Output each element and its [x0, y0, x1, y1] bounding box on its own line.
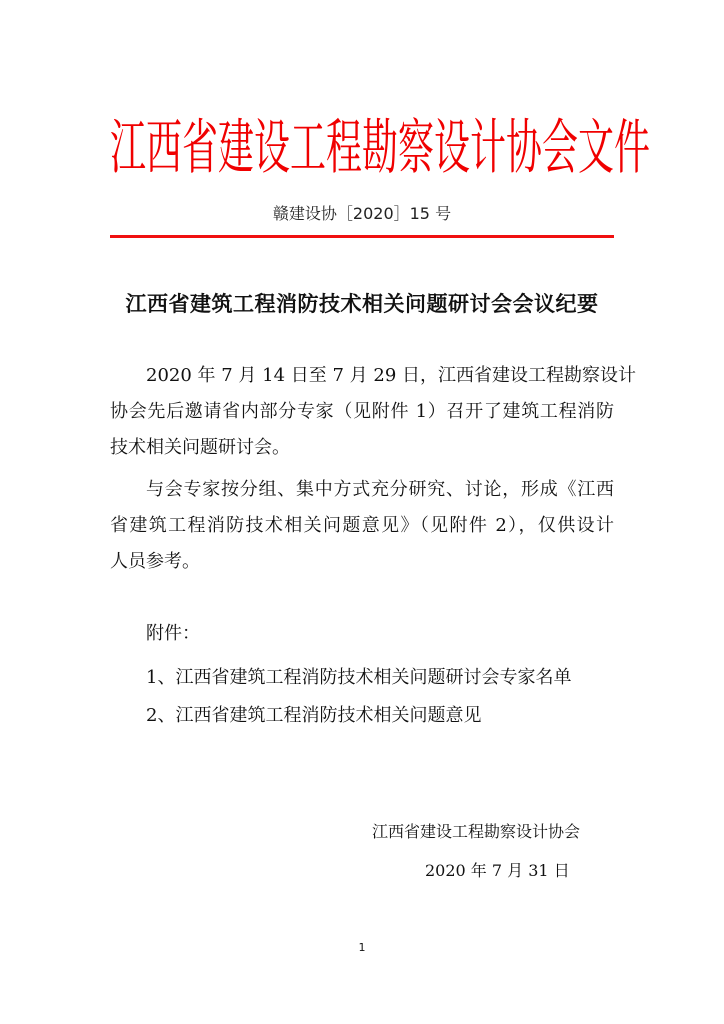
issuer-banner-text: 江西省建设工程勘察设计协会文件 — [110, 115, 651, 183]
attachment-item: 1、江西省建筑工程消防技术相关问题研讨会专家名单 — [146, 667, 572, 688]
document-title: 江西省建筑工程消防技术相关问题研讨会会议纪要 — [125, 292, 599, 316]
body-line: 人员参考。 — [110, 551, 200, 572]
issuer-banner — [110, 115, 651, 183]
page-number: 1 — [358, 941, 366, 954]
red-divider — [110, 235, 614, 238]
attachments-label: 附件： — [146, 623, 200, 644]
document-number: 赣建设协［2020］15 号 — [272, 204, 452, 223]
signature-organization: 江西省建设工程勘察设计协会 — [372, 822, 581, 841]
attachment-item: 2、江西省建筑工程消防技术相关问题意见 — [146, 705, 482, 726]
body-line: 与会专家按分组、集中方式充分研究、讨论，形成《江西 — [146, 479, 614, 500]
signature-date: 2020 年 7 月 31 日 — [425, 861, 570, 880]
body-line: 技术相关问题研讨会。 — [110, 437, 290, 458]
body-line: 省建筑工程消防技术相关问题意见》（见附件 2），仅供设计 — [110, 515, 614, 536]
body-line: 2020 年 7 月 14 日至 7 月 29 日，江西省建设工程勘察设计 — [146, 365, 637, 386]
body-line: 协会先后邀请省内部分专家（见附件 1）召开了建筑工程消防 — [110, 401, 614, 422]
